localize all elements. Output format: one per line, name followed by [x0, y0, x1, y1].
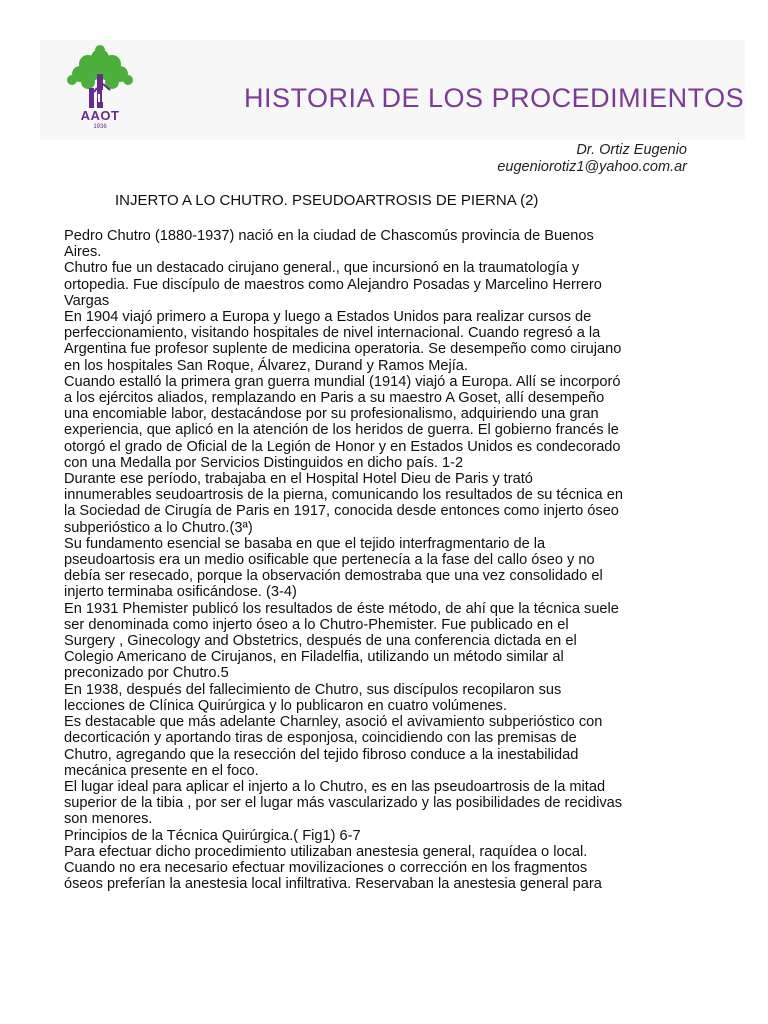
- series-title: HISTORIA DE LOS PROCEDIMIENTOS: [244, 83, 745, 113]
- text-line: Vargas: [64, 292, 110, 309]
- text-line: óseos preferían la anestesia local infiltrativa. Reservaban la anestesia general para: [64, 876, 602, 893]
- text-line: otorgó el grado de Oficial de la Legión de Honor y en Estados Unidos es condecorado: [64, 438, 621, 455]
- author-email: eugeniorotiz1@yahoo.com.ar: [497, 159, 687, 175]
- text-line: En 1938, después del fallecimiento de Chutro, sus discípulos recopilaron sus: [64, 681, 562, 698]
- text-line: a los ejércitos aliados, remplazando en Paris a su maestro A Goset, allí desempeño: [64, 390, 605, 407]
- text-line: lecciones de Clínica Quirúrgica y lo publicaron en cuatro volúmenes.: [64, 697, 507, 714]
- text-line: mecánica presente en el foco.: [64, 762, 259, 779]
- text-line: perfeccionamiento, visitando hospitales de nivel internacional. Cuando regresó a la: [64, 325, 601, 342]
- text-line: Chutro fue un destacado cirujano general., que incursionó en la traumatología y: [64, 260, 580, 277]
- tree-icon: [58, 44, 142, 114]
- text-line: ser denominada como injerto óseo a lo Chutro-Phemister. Fue publicado en el: [64, 616, 569, 633]
- author-name: Dr. Ortiz Eugenio: [576, 142, 687, 158]
- author-block: [497, 142, 687, 176]
- text-line: experiencia, que aplicó en la atención de los heridos de guerra. El gobierno francés le: [64, 422, 619, 439]
- text-line: injerto terminaba osificándose. (3-4): [64, 584, 297, 601]
- logo-year: 1936: [93, 124, 107, 130]
- text-line: Principios de la Técnica Quirúrgica.( Fig1) 6-7: [64, 827, 361, 844]
- text-line: la Sociedad de Cirugía de Paris en 1917, conocida desde entonces como injerto óseo: [64, 503, 619, 520]
- text-line: Es destacable que más adelante Charnley, asoció el avivamiento subperióstico con: [64, 714, 603, 731]
- text-line: Chutro, agregando que la resección del tejido fibroso conduce a la inestabilidad: [64, 746, 579, 763]
- text-line: innumerables seudoartrosis de la pierna, comunicando los resultados de su técnica en: [64, 487, 623, 504]
- text-line: pseudoartosis era un medio osificable que pertenecía a la fase del callo óseo y no: [64, 552, 595, 569]
- text-line: Cuando estalló la primera gran guerra mundial (1914) viajó a Europa. Allí se incorporó: [64, 373, 621, 390]
- document-title: INJERTO A LO CHUTRO. PSEUDOARTROSIS DE PIERNA (2): [115, 192, 539, 209]
- text-line: debía ser resecado, porque la observación demostraba que una vez consolidado el: [64, 568, 603, 585]
- text-line: Durante ese período, trabajaba en el Hospital Hotel Dieu de Paris y trató: [64, 471, 533, 488]
- text-line: El lugar ideal para aplicar el injerto a lo Chutro, es en las pseudoartrosis de la mitad: [64, 778, 606, 795]
- text-line: En 1904 viajó primero a Europa y luego a Estados Unidos para realizar cursos de: [64, 309, 592, 326]
- text-line: en los hospitales San Roque, Álvarez, Durand y Ramos Mejía.: [64, 357, 468, 374]
- text-line: preconizado por Chutro.5: [64, 665, 229, 682]
- text-line: decorticación y aportando tiras de esponjosa, coincidiendo con las premisas de: [64, 730, 577, 747]
- text-line: Pedro Chutro (1880-1937) nació en la ciudad de Chascomús provincia de Buenos: [64, 228, 594, 244]
- body-text: [64, 228, 644, 892]
- text-line: son menores.: [64, 811, 153, 828]
- text-line: con una Medalla por Servicios Distinguidos en dicho país. 1-2: [64, 454, 464, 471]
- text-line: Aires.: [64, 244, 102, 261]
- text-line: superior de la tibia , por ser el lugar más vascularizado y las posibilidades de recidivas: [64, 795, 623, 812]
- text-line: Para efectuar dicho procedimiento utilizaban anestesia general, raquídea o local.: [64, 843, 588, 860]
- text-line: Colegio Americano de Cirujanos, en Filadelfia, utilizando un método similar al: [64, 649, 564, 666]
- text-line: subperióstico a lo Chutro.(3ª): [64, 519, 253, 536]
- text-line: Su fundamento esencial se basaba en que el tejido interfragmentario de la: [64, 535, 546, 552]
- text-line: una encomiable labor, destacándose por su profesionalismo, adquiriendo una gran: [64, 406, 599, 423]
- logo-text: AAOT: [80, 108, 120, 123]
- text-line: Surgery , Ginecology and Obstetrics, después de una conferencia dictada en el: [64, 633, 577, 650]
- text-line: Cuando no era necesario efectuar movilizaciones o corrección en los fragmentos: [64, 859, 588, 876]
- text-line: En 1931 Phemister publicó los resultados de éste método, de ahí que la técnica suele: [64, 600, 619, 617]
- text-line: ortopedia. Fue discípulo de maestros como Alejandro Posadas y Marcelino Herrero: [64, 276, 602, 293]
- aaot-logo: [58, 44, 142, 140]
- text-line: Argentina fue profesor suplente de medicina operatoria. Se desempeño como cirujano: [64, 341, 622, 358]
